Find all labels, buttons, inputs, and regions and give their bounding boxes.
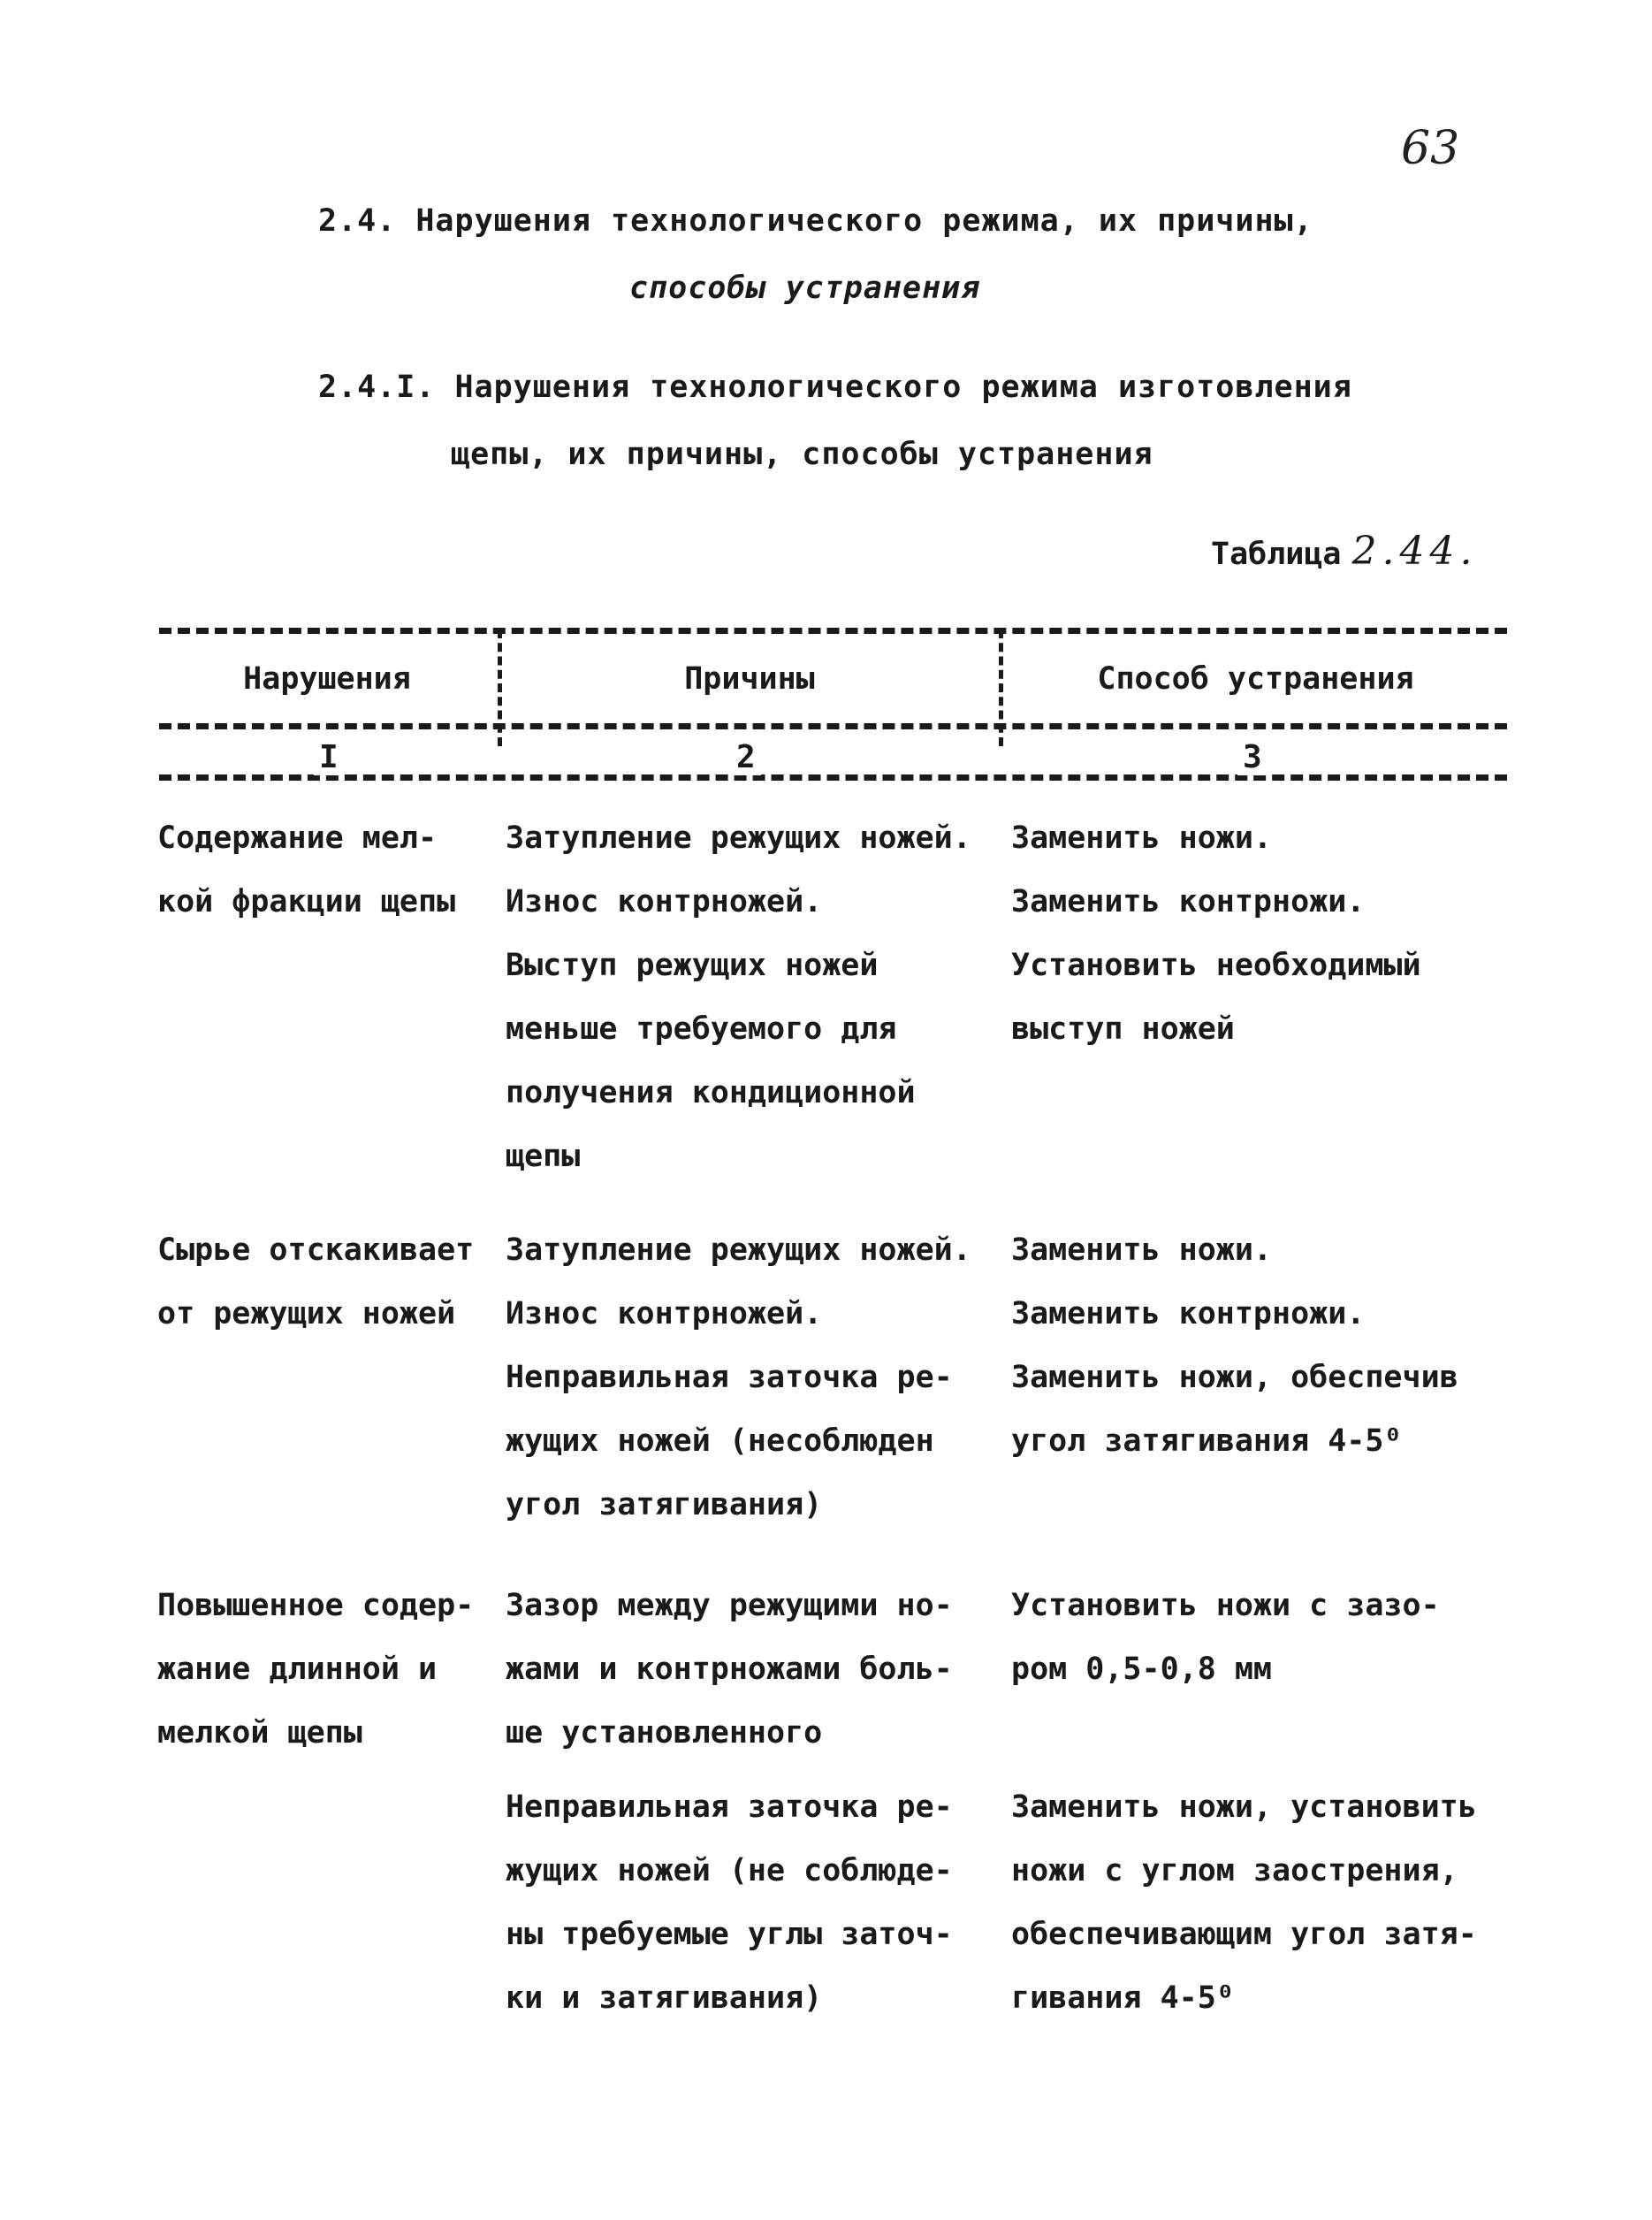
cell-line: Выступ режущих ножей [506, 948, 879, 983]
section-heading-line-2: способы устранения [629, 271, 981, 306]
cell-line: Заменить ножи, обеспечив [1011, 1360, 1458, 1395]
cell-line: получения кондиционной [506, 1075, 916, 1110]
cell-line: ром 0,5-0,8 мм [1011, 1652, 1273, 1687]
page-number: 63 [1401, 122, 1460, 175]
cell-line: Повышенное содер- [157, 1588, 475, 1623]
table-top-rule [159, 628, 1507, 634]
section-heading-line-1: 2.4. Нарушения технологического режима, их причины, [318, 203, 1313, 239]
cell-line: Заменить ножи. [1011, 1232, 1273, 1268]
cell-line: жущих ножей (не соблюде- [506, 1853, 953, 1888]
row-1-remedies [1011, 806, 1421, 1061]
cell-line: Износ контрножей. [506, 1296, 823, 1331]
subsection-heading-line-2: щепы, их причины, способы устранения [451, 437, 1153, 472]
row-2-violation [157, 1218, 474, 1346]
cell-line: ножи с углом заострения, [1011, 1853, 1458, 1888]
cell-line: ки и затягивания) [506, 1980, 823, 2016]
table-number: 2.44. [1351, 529, 1478, 574]
column-number-3: 3 [1237, 739, 1268, 775]
row-3-remedies-group-2 [1011, 1775, 1477, 2030]
cell-line: угол затягивания 4-5⁰ [1011, 1423, 1403, 1459]
cell-line: Затупление режущих ножей. [506, 1232, 971, 1268]
cell-line: Установить ножи с зазо- [1011, 1588, 1440, 1623]
cell-line: ны требуемые углы заточ- [506, 1917, 953, 1952]
cell-line: жами и контрножами боль- [506, 1652, 953, 1687]
column-separator-2 [999, 629, 1003, 746]
cell-line: Заменить ножи. [1011, 820, 1273, 856]
row-3-remedies-group-1 [1011, 1574, 1440, 1701]
cell-line: Зазор между режущими но- [506, 1588, 953, 1623]
cell-line: Заменить контрножи. [1011, 884, 1366, 919]
cell-line: кой фракции щепы [157, 884, 456, 919]
cell-line: Износ контрножей. [506, 884, 823, 919]
column-header-violations: Нарушения [243, 661, 411, 697]
cell-line: гивания 4-5⁰ [1011, 1980, 1235, 2016]
cell-line: щепы [506, 1139, 581, 1174]
cell-line: мелкой щепы [157, 1715, 362, 1751]
cell-line: выступ ножей [1011, 1011, 1235, 1047]
table-label [1211, 529, 1477, 574]
cell-line: ше установленного [506, 1715, 823, 1751]
cell-line: жание длинной и [157, 1652, 438, 1687]
cell-line: Сырье отскакивает [157, 1232, 475, 1268]
row-2-remedies [1011, 1218, 1458, 1473]
cell-line: Неправильная заточка ре- [506, 1360, 953, 1395]
cell-line: Заменить контрножи. [1011, 1296, 1366, 1331]
cell-line: от режущих ножей [157, 1296, 456, 1331]
column-number-1: I [314, 739, 344, 775]
cell-line: Заменить ножи, установить [1011, 1789, 1477, 1825]
cell-line: меньше требуемого для [506, 1011, 897, 1047]
column-header-remedies: Способ устранения [1097, 661, 1414, 697]
column-separator-1 [498, 629, 502, 746]
row-1-causes [506, 806, 971, 1188]
column-header-causes: Причины [684, 661, 815, 697]
cell-line: угол затягивания) [506, 1487, 823, 1522]
cell-line: Затупление режущих ножей. [506, 820, 971, 856]
table-header-rule [159, 723, 1507, 729]
row-1-violation [157, 806, 455, 934]
row-2-causes [506, 1218, 971, 1537]
cell-line: обеспечивающим угол затя- [1011, 1917, 1477, 1952]
column-number-2: 2 [731, 739, 761, 775]
table-numbering-rule [159, 774, 1507, 781]
subsection-heading-line-1: 2.4.I. Нарушения технологического режима изготовления [318, 370, 1352, 405]
row-3-violation [157, 1574, 474, 1765]
row-3-causes-group-2 [506, 1775, 953, 2030]
cell-line: Установить необходимый [1011, 948, 1421, 983]
cell-line: Неправильная заточка ре- [506, 1789, 953, 1825]
row-3-causes-group-1 [506, 1574, 953, 1765]
cell-line: жущих ножей (несоблюден [506, 1423, 934, 1459]
table-label-text: Таблица [1211, 537, 1342, 572]
cell-line: Содержание мел- [157, 820, 438, 856]
